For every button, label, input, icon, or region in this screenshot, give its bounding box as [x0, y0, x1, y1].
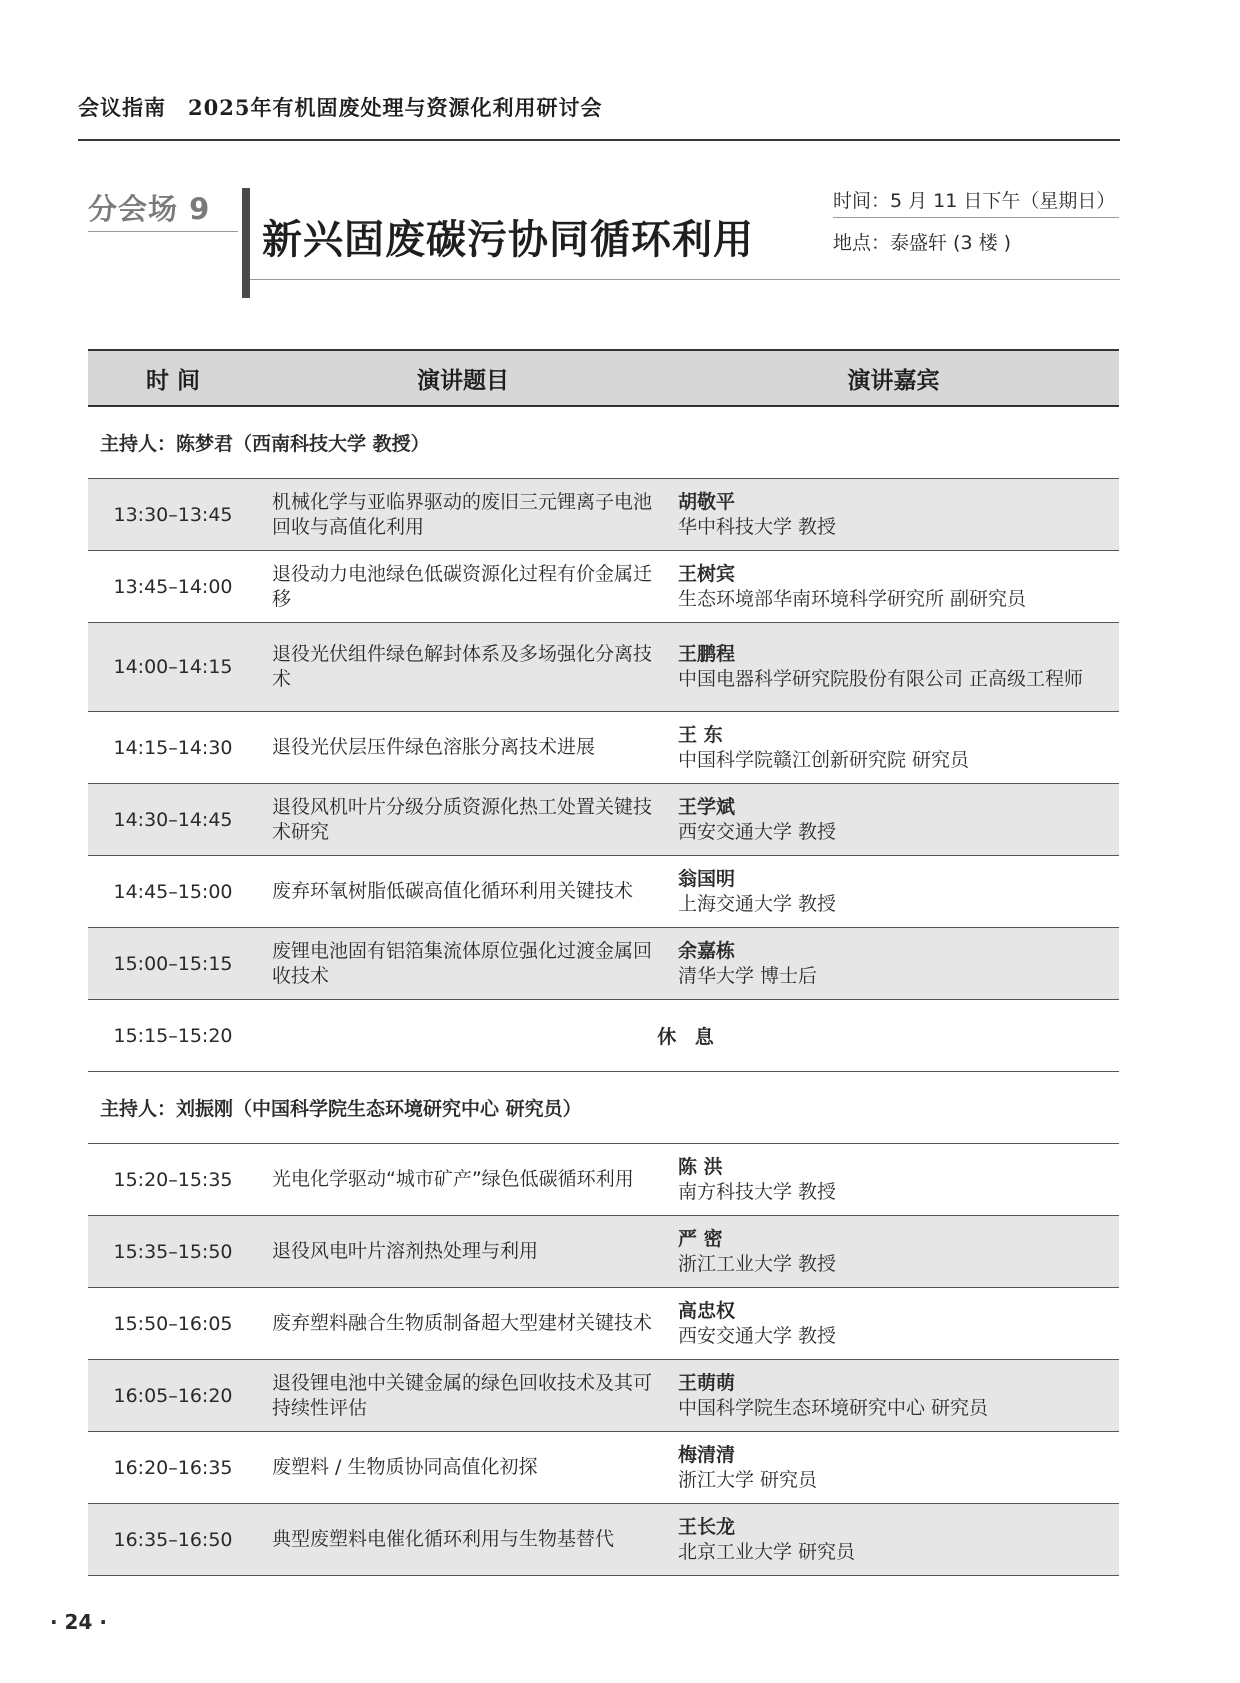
- speaker-name: 王 东: [678, 723, 723, 746]
- table-row: [88, 1360, 1119, 1432]
- table-row: [88, 712, 1119, 784]
- speaker-affiliation: 上海交通大学 教授: [678, 892, 837, 915]
- talk-topic: 退役风电叶片溶剂热处理与利用: [258, 1216, 668, 1288]
- session-title: 新兴固废碳污协同循环利用: [262, 217, 754, 263]
- session-label: 分会场 9: [88, 192, 211, 226]
- talk-topic: 光电化学驱动“城市矿产”绿色低碳循环利用: [258, 1144, 668, 1216]
- talk-topic: 典型废塑料电催化循环利用与生物基替代: [258, 1504, 668, 1576]
- talk-speaker: [668, 479, 1119, 551]
- header-conference-title: 2025年有机固废处理与资源化利用研讨会: [188, 95, 603, 120]
- header-section: 会议指南: [78, 95, 166, 120]
- speaker-name: 王萌萌: [678, 1371, 736, 1394]
- break-row: [88, 1000, 1119, 1072]
- speaker-name: 胡敬平: [678, 490, 736, 513]
- speaker-name: 高忠权: [678, 1299, 736, 1322]
- speaker-affiliation: 西安交通大学 教授: [678, 1324, 837, 1347]
- session-venue: 地点：泰盛轩 (3 楼 ): [833, 232, 1012, 254]
- talk-speaker: [668, 1432, 1119, 1504]
- talk-topic: 退役光伏组件绿色解封体系及多场强化分离技术: [258, 623, 668, 712]
- table-row: [88, 784, 1119, 856]
- talk-topic: 退役风机叶片分级分质资源化热工处置关键技术研究: [258, 784, 668, 856]
- talk-topic: 机械化学与亚临界驱动的废旧三元锂离子电池回收与高值化利用: [258, 479, 668, 551]
- talk-time: 14:00–14:15: [88, 623, 258, 712]
- speaker-name: 王树宾: [678, 562, 736, 585]
- talk-time: 15:00–15:15: [88, 928, 258, 1000]
- speaker-name: 王学斌: [678, 795, 736, 818]
- header-topic: 演讲题目: [258, 350, 668, 406]
- talk-speaker: [668, 928, 1119, 1000]
- table-row: [88, 1288, 1119, 1360]
- break-time: 15:15–15:20: [88, 1000, 258, 1072]
- talk-topic: 废弃环氧树脂低碳高值化循环利用关键技术: [258, 856, 668, 928]
- talk-time: 15:50–16:05: [88, 1288, 258, 1360]
- talk-speaker: [668, 1144, 1119, 1216]
- speaker-name: 梅清清: [678, 1443, 736, 1466]
- speaker-affiliation: 中国电器科学研究院股份有限公司 正高级工程师: [678, 668, 1084, 690]
- talk-speaker: [668, 551, 1119, 623]
- talk-speaker: [668, 712, 1119, 784]
- table-row: [88, 928, 1119, 1000]
- speaker-name: 翁国明: [678, 867, 736, 890]
- talk-time: 16:05–16:20: [88, 1360, 258, 1432]
- speaker-name: 王鹏程: [678, 643, 736, 665]
- break-label: 休 息: [258, 1000, 1119, 1072]
- host-label: 主持人：陈梦君（西南科技大学 教授）: [88, 406, 1119, 479]
- talk-time: 15:20–15:35: [88, 1144, 258, 1216]
- talk-time: 14:15–14:30: [88, 712, 258, 784]
- speaker-affiliation: 南方科技大学 教授: [678, 1180, 837, 1203]
- speaker-affiliation: 华中科技大学 教授: [678, 515, 837, 538]
- schedule-table: [88, 349, 1119, 1576]
- talk-time: 16:35–16:50: [88, 1504, 258, 1576]
- speaker-name: 王长龙: [678, 1515, 736, 1538]
- talk-topic: 废弃塑料融合生物质制备超大型建材关键技术: [258, 1288, 668, 1360]
- speaker-name: 严 密: [678, 1227, 723, 1250]
- speaker-affiliation: 生态环境部华南环境科学研究所 副研究员: [678, 587, 1027, 610]
- header-speaker: 演讲嘉宾: [668, 350, 1119, 406]
- table-row: [88, 1144, 1119, 1216]
- table-header-row: [88, 350, 1119, 406]
- host-label: 主持人：刘振刚（中国科学院生态环境研究中心 研究员）: [88, 1072, 1119, 1144]
- session-title-rule: [250, 279, 1120, 280]
- table-row: [88, 856, 1119, 928]
- speaker-affiliation: 中国科学院生态环境研究中心 研究员: [678, 1396, 989, 1419]
- speaker-name: 陈 洪: [678, 1155, 723, 1178]
- talk-speaker: [668, 1288, 1119, 1360]
- speaker-affiliation: 浙江大学 研究员: [678, 1468, 818, 1491]
- table-row: [88, 479, 1119, 551]
- speaker-affiliation: 中国科学院赣江创新研究院 研究员: [678, 748, 970, 771]
- talk-speaker: [668, 784, 1119, 856]
- page-number: · 24 ·: [50, 1610, 107, 1634]
- talk-topic: 废塑料 / 生物质协同高值化初探: [258, 1432, 668, 1504]
- table-row: [88, 623, 1119, 712]
- schedule-body: [88, 406, 1119, 1576]
- session-accent-bar: [242, 188, 250, 298]
- speaker-affiliation: 浙江工业大学 教授: [678, 1252, 837, 1275]
- talk-time: 15:35–15:50: [88, 1216, 258, 1288]
- talk-speaker: [668, 623, 1119, 712]
- table-row: [88, 1432, 1119, 1504]
- talk-time: 13:30–13:45: [88, 479, 258, 551]
- talk-topic: 退役动力电池绿色低碳资源化过程有价金属迁移: [258, 551, 668, 623]
- running-header: [78, 92, 1118, 122]
- talk-time: 14:30–14:45: [88, 784, 258, 856]
- session-info-rule: [833, 217, 1119, 218]
- host-row: [88, 406, 1119, 479]
- talk-time: 13:45–14:00: [88, 551, 258, 623]
- talk-speaker: [668, 1216, 1119, 1288]
- speaker-affiliation: 北京工业大学 研究员: [678, 1540, 856, 1563]
- talk-time: 16:20–16:35: [88, 1432, 258, 1504]
- table-row: [88, 1216, 1119, 1288]
- speaker-affiliation: 西安交通大学 教授: [678, 820, 837, 843]
- talk-topic: 退役锂电池中关键金属的绿色回收技术及其可持续性评估: [258, 1360, 668, 1432]
- session-time: 时间：5 月 11 日下午（星期日）: [833, 190, 1116, 212]
- host-row: [88, 1072, 1119, 1144]
- talk-speaker: [668, 856, 1119, 928]
- header-time: 时 间: [88, 350, 258, 406]
- talk-topic: 废锂电池固有铝箔集流体原位强化过渡金属回收技术: [258, 928, 668, 1000]
- header-rule: [78, 139, 1120, 141]
- talk-topic: 退役光伏层压件绿色溶胀分离技术进展: [258, 712, 668, 784]
- speaker-affiliation: 清华大学 博士后: [678, 964, 818, 987]
- table-row: [88, 1504, 1119, 1576]
- speaker-name: 余嘉栋: [678, 939, 736, 962]
- table-row: [88, 551, 1119, 623]
- talk-time: 14:45–15:00: [88, 856, 258, 928]
- talk-speaker: [668, 1360, 1119, 1432]
- session-label-rule: [88, 231, 238, 232]
- talk-speaker: [668, 1504, 1119, 1576]
